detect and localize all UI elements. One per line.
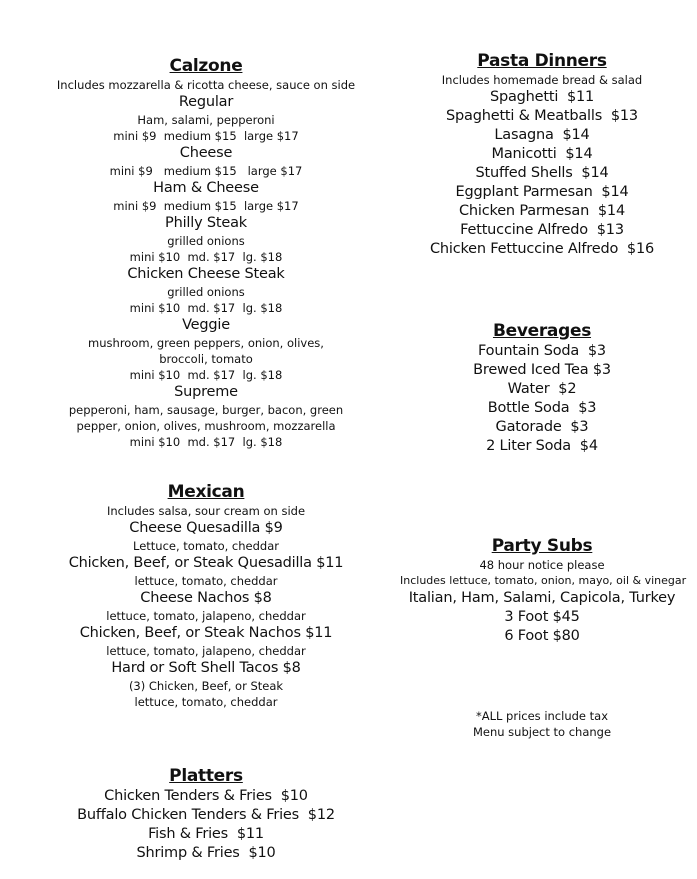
calzone-item-price: mini $10 md. $17 lg. $18	[129, 250, 283, 264]
calzone-item-price: mini $10 md. $17 lg. $18	[129, 301, 283, 315]
calzone-title: Calzone	[169, 56, 243, 76]
subs-item: 3 Foot $45	[504, 609, 580, 625]
mexican-item-desc: lettuce, tomato, cheddar	[134, 574, 278, 588]
pasta-item: Eggplant Parmesan $14	[455, 184, 629, 200]
calzone-item-desc: Ham, salami, pepperoni	[137, 113, 275, 127]
pasta-item: Chicken Parmesan $14	[459, 203, 625, 219]
platters-section	[56, 765, 356, 863]
platters-item: Shrimp & Fries $10	[136, 845, 276, 861]
pasta-item: Lasagna $14	[494, 127, 590, 143]
calzone-item-price: mini $10 md. $17 lg. $18	[129, 435, 283, 449]
pasta-item: Chicken Fettuccine Alfredo $16	[429, 241, 655, 257]
mexican-item-desc: Lettuce, tomato, cheddar	[132, 539, 279, 553]
calzone-item-name: Supreme	[174, 384, 238, 400]
mexican-item-name: Hard or Soft Shell Tacos $8	[111, 660, 301, 676]
beverages-item: 2 Liter Soda $4	[486, 438, 598, 454]
mexican-item-desc: lettuce, tomato, cheddar	[134, 695, 278, 709]
calzone-item-name: Veggie	[182, 317, 230, 333]
calzone-item-desc: grilled onions	[167, 285, 245, 299]
pasta-note: Includes homemade bread & salad	[441, 73, 643, 87]
platters-item: Chicken Tenders & Fries $10	[104, 788, 308, 804]
calzone-item-desc: mushroom, green peppers, onion, olives, broccoli, tomato	[88, 336, 324, 366]
pasta-item: Fettuccine Alfredo $13	[460, 222, 624, 238]
mexican-title: Mexican	[167, 482, 245, 502]
mexican-note: Includes salsa, sour cream on side	[106, 504, 306, 518]
mexican-item-desc: lettuce, tomato, jalapeno, cheddar	[106, 609, 306, 623]
calzone-item-name: Philly Steak	[165, 215, 247, 231]
beverages-item: Brewed Iced Tea $3	[473, 362, 611, 378]
calzone-item-desc: pepperoni, ham, sausage, burger, bacon, green pepper, onion, olives, mushroom, mozzarella	[68, 403, 344, 433]
footer-line: Menu subject to change	[472, 725, 612, 739]
calzone-item-price: mini $10 md. $17 lg. $18	[129, 368, 283, 382]
subs-note: 48 hour notice please	[479, 558, 605, 572]
beverages-item: Water $2	[507, 381, 577, 397]
footer-line: *ALL prices include tax	[475, 709, 609, 723]
beverages-section	[400, 320, 684, 456]
calzone-item-desc: grilled onions	[167, 234, 245, 248]
beverages-item: Fountain Soda $3	[478, 343, 606, 359]
mexican-item-name: Cheese Quesadilla $9	[129, 520, 283, 536]
beverages-title: Beverages	[492, 321, 592, 341]
platters-item: Fish & Fries $11	[148, 826, 264, 842]
calzone-note: Includes mozzarella & ricotta cheese, sauce on side	[56, 78, 356, 92]
subs-item: 6 Foot $80	[504, 628, 580, 644]
calzone-item-price: mini $9 medium $15 large $17	[113, 129, 299, 143]
subs-title: Party Subs	[491, 536, 593, 556]
calzone-section	[56, 55, 356, 450]
subs-item: Italian, Ham, Salami, Capicola, Turkey	[408, 590, 676, 606]
calzone-item-price: mini $9 medium $15 large $17	[109, 164, 303, 178]
mexican-item-desc: (3) Chicken, Beef, or Steak	[128, 679, 284, 693]
mexican-item-name: Chicken, Beef, or Steak Quesadilla $11	[68, 555, 344, 571]
beverages-item: Gatorade $3	[495, 419, 589, 435]
pasta-item: Stuffed Shells $14	[475, 165, 609, 181]
calzone-item-name: Ham & Cheese	[153, 180, 259, 196]
pasta-item: Manicotti $14	[491, 146, 593, 162]
pasta-item: Spaghetti & Meatballs $13	[446, 108, 638, 124]
calzone-item-name: Chicken Cheese Steak	[127, 266, 285, 282]
mexican-item-name: Chicken, Beef, or Steak Nachos $11	[79, 625, 333, 641]
pasta-section	[400, 50, 684, 259]
platters-item: Buffalo Chicken Tenders & Fries $12	[77, 807, 335, 823]
mexican-section	[56, 481, 356, 710]
subs-section	[400, 535, 687, 646]
pasta-title: Pasta Dinners	[477, 51, 607, 71]
calzone-item-name: Cheese	[179, 145, 233, 161]
mexican-item-desc: lettuce, tomato, jalapeno, cheddar	[106, 644, 306, 658]
footer-note	[400, 708, 684, 740]
beverages-item: Bottle Soda $3	[487, 400, 597, 416]
mexican-item-name: Cheese Nachos $8	[140, 590, 272, 606]
subs-note: Includes lettuce, tomato, onion, mayo, oil & vinegar	[400, 574, 687, 587]
calzone-item-name: Regular	[178, 94, 234, 110]
calzone-item-price: mini $9 medium $15 large $17	[113, 199, 299, 213]
pasta-item: Spaghetti $11	[489, 89, 595, 105]
platters-title: Platters	[169, 766, 243, 786]
